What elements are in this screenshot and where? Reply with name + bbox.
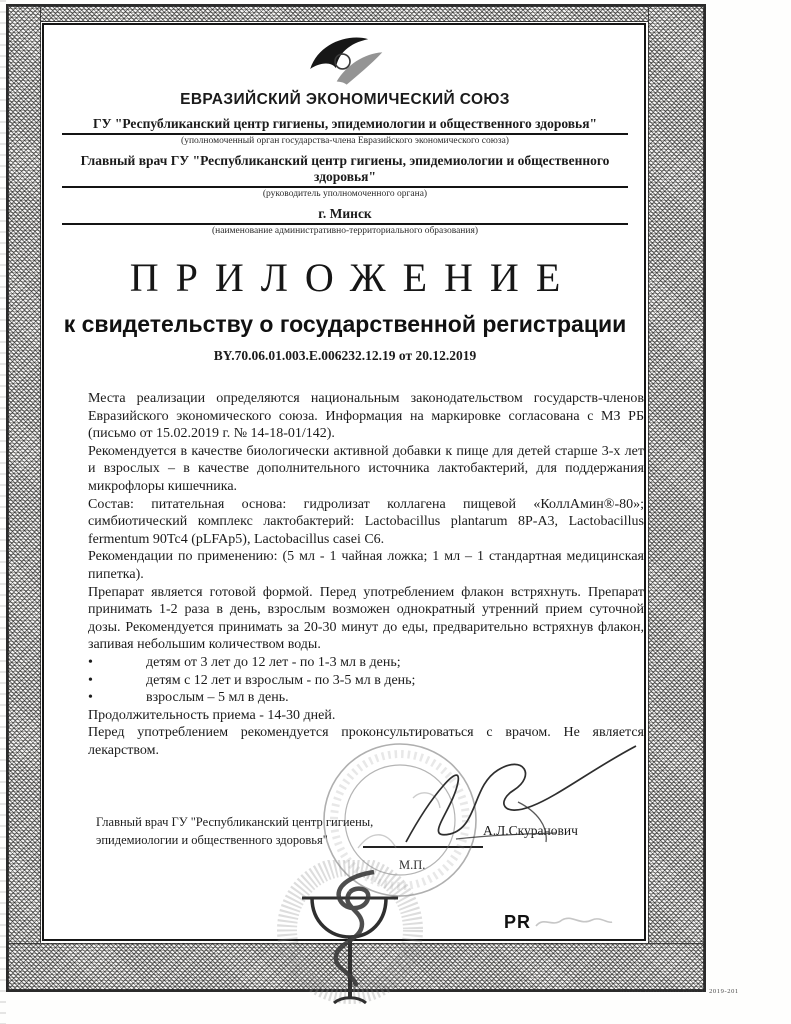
city-caption: (наименование административно-территориального образования) [211, 226, 478, 236]
bullet-marker-icon: • [88, 654, 93, 670]
paragraph: Продолжительность приема - 14-30 дней. [88, 707, 336, 723]
bullet-item [88, 654, 644, 672]
head-name-caption: (руководитель уполномоченного органа) [262, 189, 428, 199]
org-name-caption: (уполномоченный орган государства-члена Евразийского экономического союза) [181, 136, 509, 146]
bullet-text: детям от 3 лет до 12 лет - по 1-3 мл в день; [146, 654, 401, 670]
signatory-name: А.Л.Скуранович [483, 823, 578, 838]
paragraph: Препарат является готовой формой. Перед употреблением флакон встряхнуть. Препарат принимать 1-2 раза в день, взрослым возможен однократный утренний прием суточной дозы. Рекомендуется принимать за 20-30 минут до еды, предварительно встряхнув флакон, запивая небольшим количеством воды. [88, 584, 644, 653]
bullet-marker-icon: • [88, 672, 93, 688]
pharmacy-bowl-icon [276, 860, 432, 1010]
pr-mark: PR [504, 912, 532, 932]
pencil-scribble-icon [534, 912, 614, 934]
paragraph: Рекомендуется в качестве биологически активной добавки к пище для детей старше 3-х лет и взрослых – в качестве дополнительного источника лактобактерий, для поддержания микрофлоры кишечника. [88, 443, 644, 494]
city-line: г. Минск [62, 206, 628, 225]
org-name-line: ГУ "Республиканский центр гигиены, эпидемиологии и общественного здоровья" [62, 116, 628, 135]
bullet-item [88, 689, 644, 707]
signature [398, 742, 640, 860]
eaeu-logo-icon [302, 30, 388, 88]
ornamental-border-right [648, 6, 704, 990]
union-name: ЕВРАЗИЙСКИЙ ЭКОНОМИЧЕСКИЙ СОЮЗ [180, 91, 510, 108]
ornamental-border-top [8, 6, 704, 22]
paragraph: Места реализации определяются национальным законодательством государств-членов Евразийского экономического союза. Информация на маркировке согласована с МЗ РБ (письмо от 15.02.2019 г. № 14-18-01/142). [88, 391, 644, 442]
signatory-title-line2: эпидемиологии и общественного здоровья" [96, 833, 328, 847]
body-text [88, 390, 644, 759]
signatory-title-line1: Главный врач ГУ "Республиканский центр гигиены, [96, 815, 374, 829]
bullet-text: детям с 12 лет и взрослым - по 3-5 мл в день; [146, 672, 416, 688]
registration-number: BY.70.06.01.003.E.006232.12.19 от 20.12.2019 [213, 348, 477, 363]
paragraph: Рекомендации по применению: (5 мл - 1 чайная ложка; 1 мл – 1 стандартная медицинская пипетка). [88, 549, 644, 582]
bullet-item [88, 672, 644, 690]
registration-subtitle: к свидетельству о государственной регистрации [63, 311, 627, 337]
document-content [46, 26, 644, 759]
paragraph: Состав: питательная основа: гидролизат коллагена пищевой «КоллАмин®-80»; симбиотический комплекс лактобактерий: Lactobacillus plantarum 8P-A3, Lactobacillus fermentum 90Tc4 (pLFAp5), Lactobacillus casei C6. [88, 496, 644, 547]
stamp-mp-label: М.П. [399, 858, 426, 872]
head-name-line: Главный врач ГУ "Республиканский центр гигиены, эпидемиологии и общественного здоровья" [62, 153, 628, 188]
bullet-text: взрослым – 5 мл в день. [146, 690, 289, 706]
appendix-title: ПРИЛОЖЕНИЕ [129, 255, 578, 300]
printer-mark: ········ ············· ······ ·· 2019-201 [620, 988, 739, 995]
ornamental-border-left [8, 6, 41, 990]
bullet-marker-icon: • [88, 690, 93, 706]
paragraph: Перед употреблением рекомендуется проконсультироваться с врачом. Не является лекарством. [88, 725, 644, 758]
